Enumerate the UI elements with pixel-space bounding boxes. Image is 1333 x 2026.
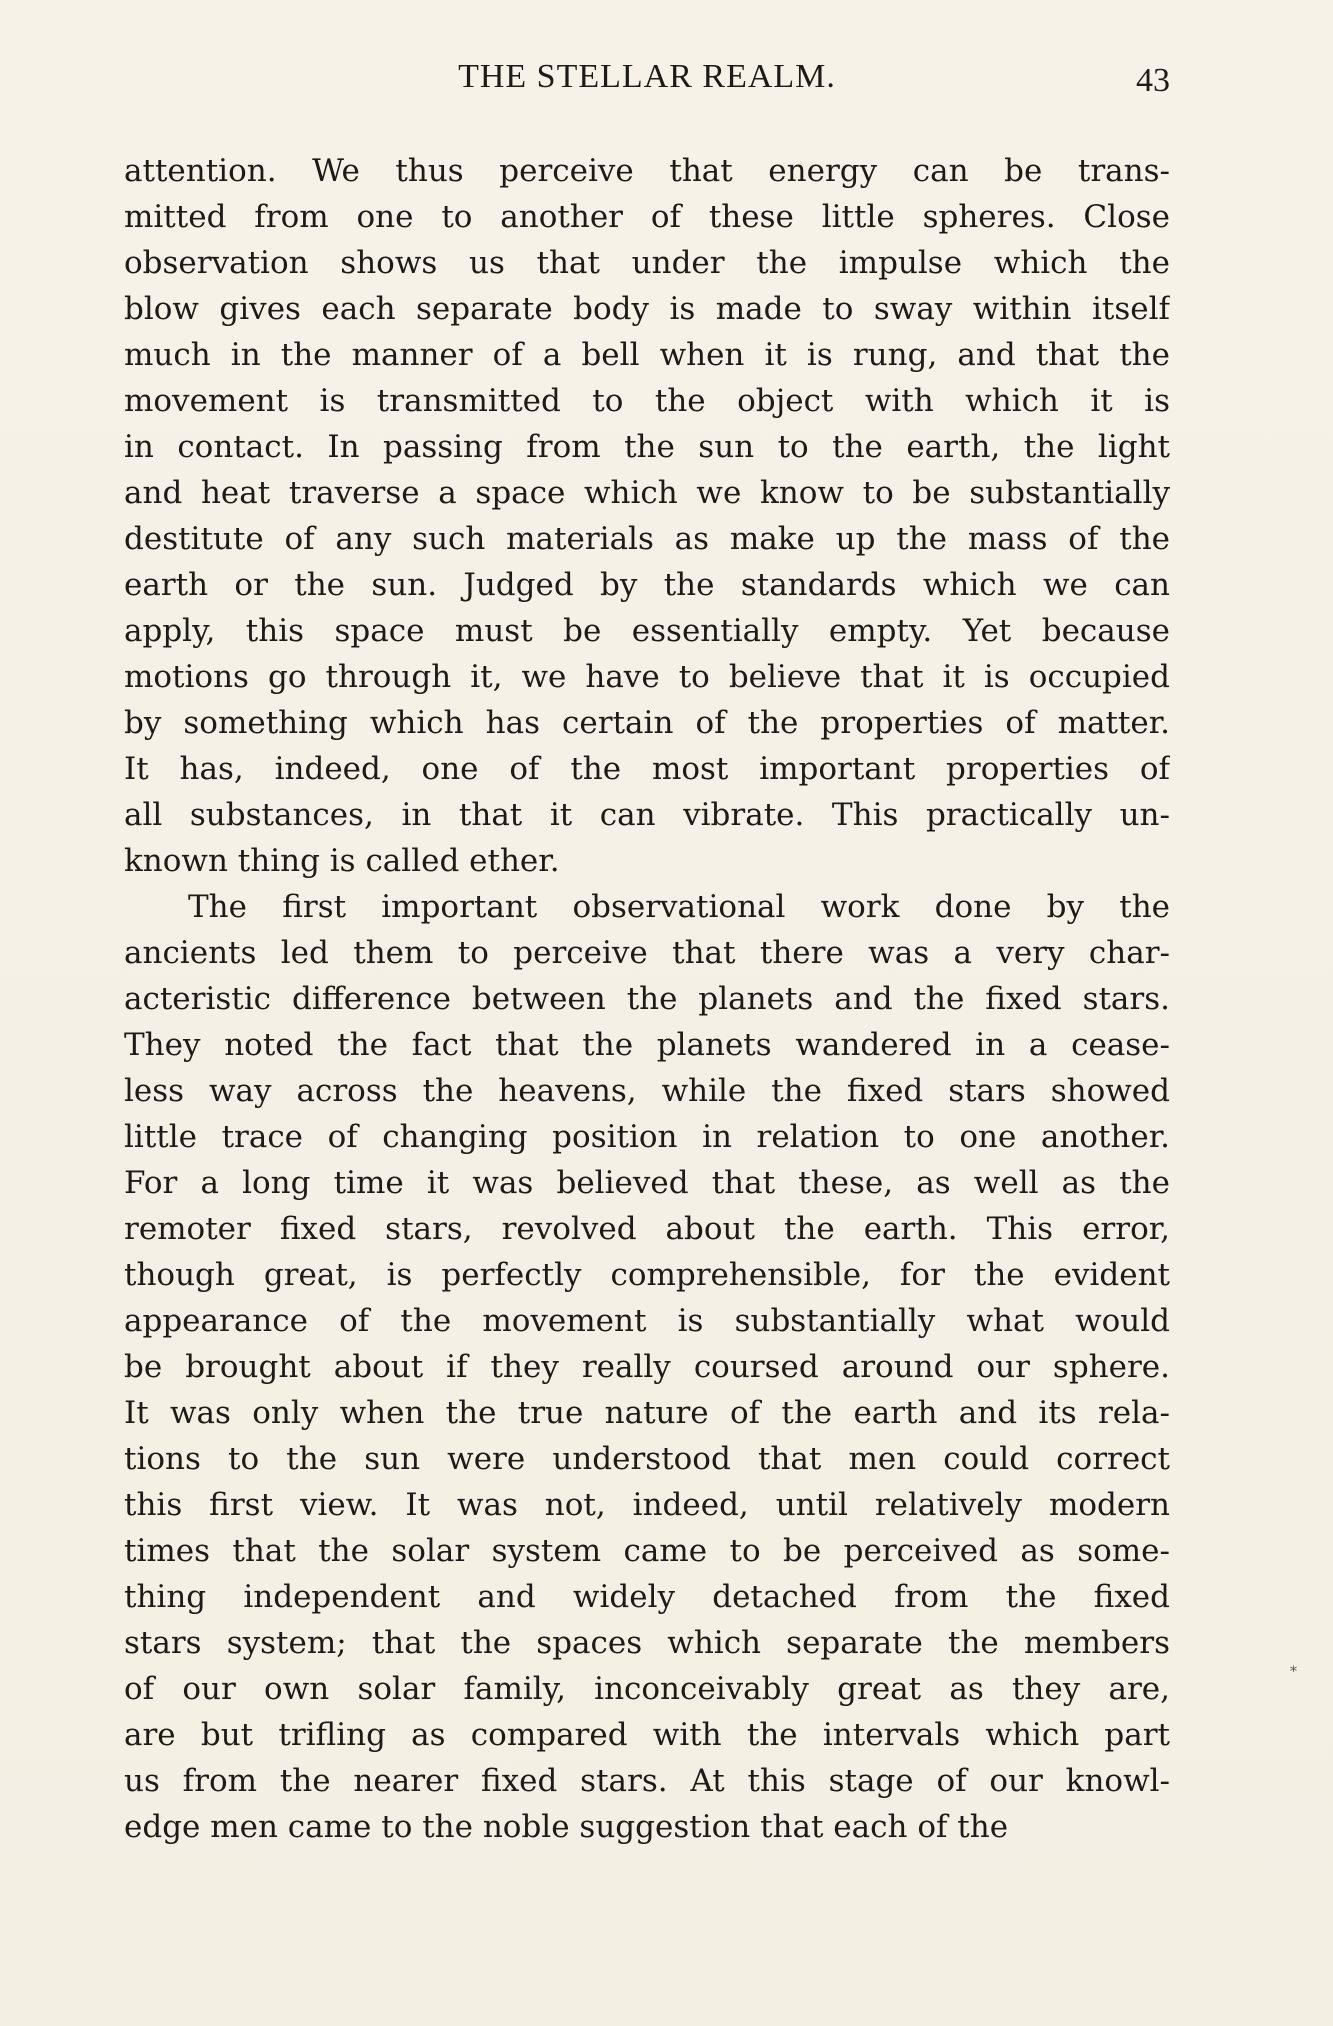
text-line: ancients led them to perceive that there was a very char- [124,935,1170,971]
text-line: less way across the heavens, while the fixed stars showed [124,1073,1170,1109]
text-line: observation shows us that under the impulse which the [124,245,1170,281]
text-line: thing independent and widely detached from the fixed [124,1579,1170,1615]
text-line: movement is transmitted to the object with which it is [124,383,1170,419]
text-line: tions to the sun were understood that men could correct [124,1441,1170,1477]
paragraph [124,884,1170,1850]
text-line: are but trifling as compared with the intervals which part [124,1717,1170,1753]
text-line: though great, is perfectly comprehensible, for the evident [124,1257,1170,1293]
text-line: times that the solar system came to be perceived as some- [124,1533,1170,1569]
text-line: and heat traverse a space which we know to be substantially [124,475,1170,511]
text-line: mitted from one to another of these little spheres. Close [124,199,1170,235]
text-line: little trace of changing position in relation to one another. [124,1119,1170,1155]
text-line: The first important observational work done by the [188,889,1170,925]
text-line: attention. We thus perceive that energy can be trans- [124,153,1170,189]
text-line: acteristic difference between the planets and the fixed stars. [124,981,1170,1017]
text-line: appearance of the movement is substantially what would [124,1303,1170,1339]
text-line: They noted the fact that the planets wandered in a cease- [124,1027,1170,1063]
text-line: It was only when the true nature of the earth and its rela- [124,1395,1170,1431]
text-line: motions go through it, we have to believe that it is occupied [124,659,1170,695]
body-text [124,148,1170,1850]
running-title: THE STELLAR REALM. [458,58,836,95]
text-line: us from the nearer fixed stars. At this stage of our knowl- [124,1763,1170,1799]
text-line: in contact. In passing from the sun to the earth, the light [124,429,1170,465]
text-line: destitute of any such materials as make up the mass of the [124,521,1170,557]
text-line: of our own solar family, inconceivably great as they are, [124,1671,1170,1707]
text-line: apply, this space must be essentially empty. Yet because [124,613,1170,649]
text-line: remoter fixed stars, revolved about the earth. This error, [124,1211,1170,1247]
text-line: blow gives each separate body is made to sway within itself [124,291,1170,327]
paragraph [124,148,1170,884]
text-line: earth or the sun. Judged by the standards which we can [124,567,1170,603]
text-line: For a long time it was believed that these, as well as the [124,1165,1170,1201]
text-line: It has, indeed, one of the most important properties of [124,751,1170,787]
text-line: be brought about if they really coursed around our sphere. [124,1349,1170,1385]
text-line: all substances, in that it can vibrate. This practically un- [124,797,1170,833]
text-line: stars system; that the spaces which separate the members [124,1625,1170,1661]
text-line: by something which has certain of the properties of matter. [124,705,1170,741]
running-head [124,58,1170,108]
text-line: much in the manner of a bell when it is rung, and that the [124,337,1170,373]
text-line: edge men came to the noble suggestion that each of the [124,1809,1009,1845]
text-line: known thing is called ether. [124,843,560,879]
margin-mark: * [1290,1664,1297,1680]
page-number: 43 [1136,62,1170,99]
text-line: this first view. It was not, indeed, until relatively modern [124,1487,1170,1523]
